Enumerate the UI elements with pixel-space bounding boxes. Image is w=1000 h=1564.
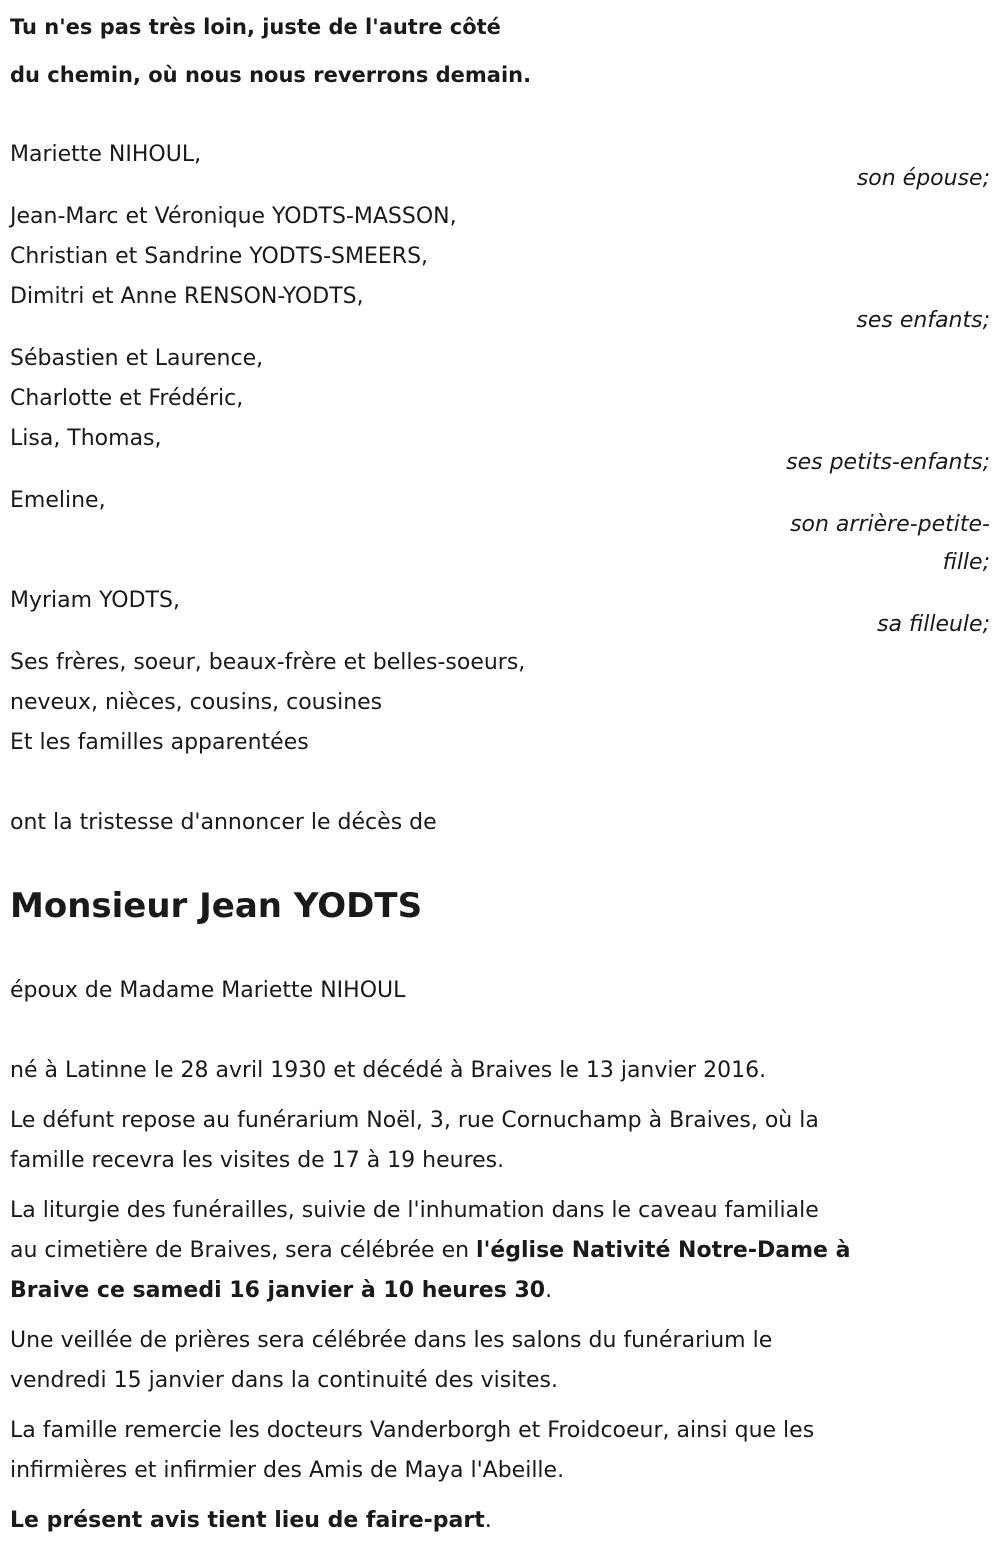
paragraph-line <box>10 1191 990 1231</box>
family-member-line: Lisa, Thomas, <box>10 426 162 451</box>
paragraph-line <box>10 1231 990 1271</box>
family-group <box>10 581 990 637</box>
text: Une veillée de prières sera célébrée dans les salons du funérarium le <box>10 1328 773 1353</box>
paragraph-line <box>10 1321 990 1361</box>
paragraph-line <box>10 1411 990 1451</box>
deceased-name: Monsieur Jean YODTS <box>10 886 423 926</box>
text: vendredi 15 janvier dans la continuité des visites. <box>10 1368 558 1393</box>
text: . <box>545 1278 553 1303</box>
family-member-line: Christian et Sandrine YODTS-SMEERS, <box>10 244 429 269</box>
family-member-line: Emeline, <box>10 488 106 513</box>
paragraph-line <box>10 1451 990 1491</box>
family-group <box>10 643 990 763</box>
relation-label: ses petits-enfants; <box>786 450 990 475</box>
relation-label: son arrière-petite- <box>790 512 990 537</box>
relation-label: ses enfants; <box>856 308 990 333</box>
family-member-line: Charlotte et Frédéric, <box>10 386 244 411</box>
spouse-line: époux de Madame Mariette NIHOUL <box>10 978 406 1003</box>
paragraph <box>10 1501 990 1541</box>
bold-text: Le présent avis tient lieu de faire-part <box>10 1508 485 1533</box>
family-member-line: Jean-Marc et Véronique YODTS-MASSON, <box>10 204 457 229</box>
paragraph <box>10 1101 990 1181</box>
family-member-line: neveux, nièces, cousins, cousines <box>10 690 383 715</box>
epigraph-line: du chemin, où nous nous reverrons demain. <box>10 63 532 87</box>
relation-label: fille; <box>942 550 990 575</box>
details <box>10 1101 990 1541</box>
paragraph-line <box>10 1141 990 1181</box>
text: La famille remercie les docteurs Vanderborgh et Froidcoeur, ainsi que les <box>10 1418 815 1443</box>
text: . <box>484 1508 492 1533</box>
bold-text: Braive ce samedi 16 janvier à 10 heures 30 <box>10 1278 546 1303</box>
family-list <box>10 135 990 763</box>
announcement: ont la tristesse d'annoncer le décès de <box>10 810 437 835</box>
relation-label: sa filleule; <box>877 612 990 637</box>
paragraph <box>10 1411 990 1491</box>
family-member-line: Et les familles apparentées <box>10 730 309 755</box>
family-member-line: Myriam YODTS, <box>10 588 180 613</box>
text: La liturgie des funérailles, suivie de l'inhumation dans le caveau familiale <box>10 1198 819 1223</box>
text: au cimetière de Braives, sera célébrée en <box>10 1238 477 1263</box>
relation-label: son épouse; <box>856 166 990 191</box>
epigraph <box>10 3 990 99</box>
epigraph-line: Tu n'es pas très loin, juste de l'autre côté <box>10 15 501 39</box>
family-member-line: Mariette NIHOUL, <box>10 142 202 167</box>
text: famille recevra les visites de 17 à 19 heures. <box>10 1148 505 1173</box>
family-group <box>10 197 990 333</box>
paragraph <box>10 1191 990 1311</box>
family-member-line: Ses frères, soeur, beaux-frère et belles-soeurs, <box>10 650 526 675</box>
family-group <box>10 339 990 475</box>
obituary-notice <box>0 3 1000 1541</box>
family-member-line: Dimitri et Anne RENSON-YODTS, <box>10 284 364 309</box>
family-group <box>10 481 990 575</box>
birth-death-line: né à Latinne le 28 avril 1930 et décédé à Braives le 13 janvier 2016. <box>10 1058 767 1083</box>
family-member-line: Sébastien et Laurence, <box>10 346 264 371</box>
paragraph-line <box>10 1501 990 1541</box>
family-group <box>10 135 990 191</box>
paragraph-line <box>10 1271 990 1311</box>
paragraph-line <box>10 1101 990 1141</box>
text: infirmières et infirmier des Amis de Maya l'Abeille. <box>10 1458 565 1483</box>
bold-text: l'église Nativité Notre-Dame à <box>476 1238 851 1263</box>
paragraph-line <box>10 1361 990 1401</box>
text: Le défunt repose au funérarium Noël, 3, rue Cornuchamp à Braives, où la <box>10 1108 819 1133</box>
paragraph <box>10 1321 990 1401</box>
